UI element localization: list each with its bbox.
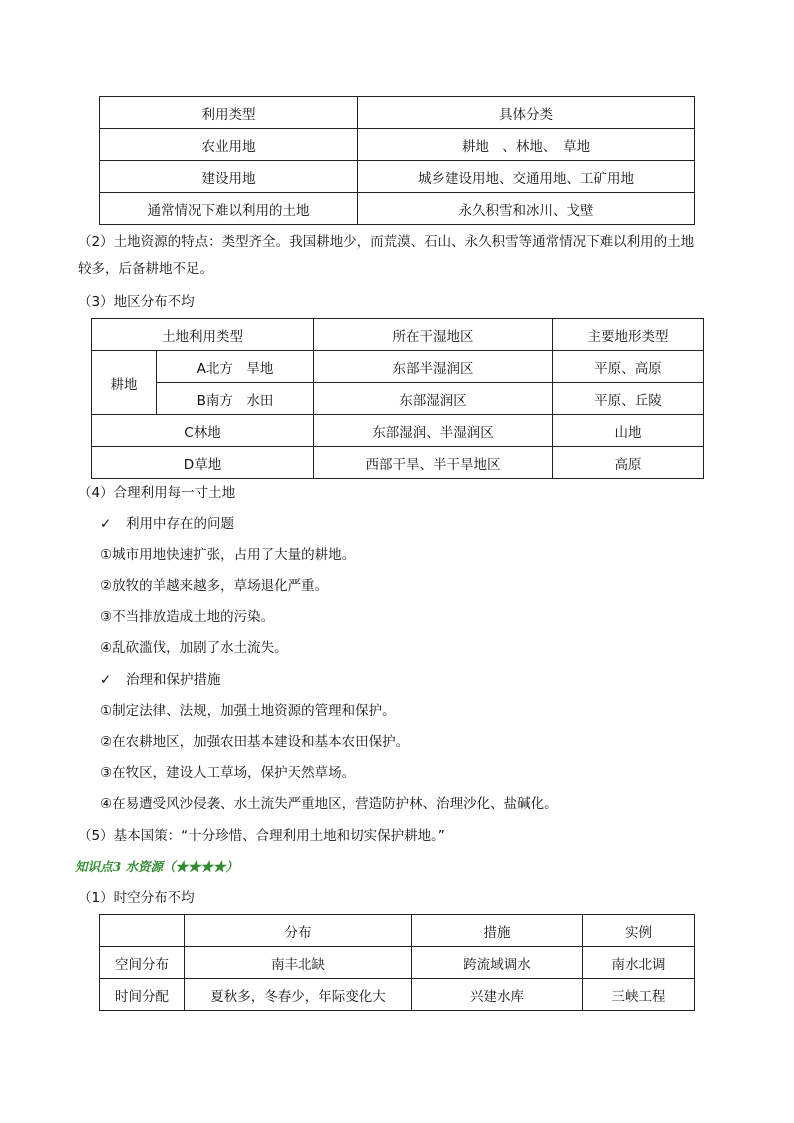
table-cell: 东部湿润区 [314,383,553,415]
table-row [100,129,695,161]
table-cell: 高原 [553,447,704,479]
list-item: ①城市用地快速扩张，占用了大量的耕地。 [100,547,356,563]
table-header-cell: 利用类型 [100,97,358,129]
table-cell: D草地 [92,447,314,479]
table-header-cell: 主要地形类型 [553,319,704,351]
table-cell: 西部干旱、半干旱地区 [314,447,553,479]
table-header-cell: 土地利用类型 [92,319,314,351]
table-row [92,351,704,383]
table-header-cell [100,915,185,947]
measures-checklist-title [100,665,221,696]
table-header-cell: 分布 [185,915,412,947]
table-row [100,979,695,1011]
table-cell: 南丰北缺 [185,947,412,979]
table-header-row [100,915,695,947]
table-cell: 耕地 、林地、 草地 [358,129,695,161]
table-cell: 时间分配 [100,979,185,1011]
regional-distribution-heading: （3）地区分布不均 [78,294,195,310]
problems-checklist-title [100,509,234,540]
land-resource-features-paragraph: （2）土地资源的特点：类型齐全。我国耕地少，而荒漠、石山、永久积雪等通常情况下难以利用的土地较多，后备耕地不足。 [78,234,695,277]
land-distribution-table [91,318,704,479]
table-header-row [92,319,704,351]
problems-title-text: 利用中存在的问题 [126,516,234,532]
table-cell-farmland: 耕地 [92,351,157,415]
table-header-row [100,97,695,129]
list-item: ②在农耕地区，加强农田基本建设和基本农田保护。 [100,734,410,750]
table-cell: 东部半湿润区 [314,351,553,383]
check-icon: ✓ [100,516,112,532]
table-cell: B南方 水田 [157,383,314,415]
table-header-cell: 实例 [583,915,695,947]
list-item: ④乱砍滥伐，加剧了水土流失。 [100,640,288,656]
table-cell: 空间分布 [100,947,185,979]
table-header-cell: 具体分类 [358,97,695,129]
table-header-cell: 措施 [412,915,583,947]
table-row [92,415,704,447]
water-distribution-table [99,914,695,1011]
table-cell: 东部湿润、半湿润区 [314,415,553,447]
table-row [100,161,695,193]
table-row [92,383,704,415]
table-header-cell: 所在干湿地区 [314,319,553,351]
table-cell: 通常情况下难以利用的土地 [100,193,358,225]
list-item: ④在易遭受风沙侵袭、水土流失严重地区，营造防护林、治理沙化、盐碱化。 [100,796,558,812]
table-row [100,947,695,979]
list-item: ②放牧的羊越来越多，草场退化严重。 [100,578,329,594]
table-cell: 平原、高原 [553,351,704,383]
table-row [92,447,704,479]
table-cell: A北方 旱地 [157,351,314,383]
list-item: ③不当排放造成土地的污染。 [100,609,275,625]
land-use-type-table [99,96,695,225]
list-item: ①制定法律、法规，加强土地资源的管理和保护。 [100,703,396,719]
basic-national-policy: （5）基本国策：“十分珍惜、合理利用土地和切实保护耕地。” [78,828,445,844]
table-cell: C林地 [92,415,314,447]
table-cell: 永久积雪和冰川、戈壁 [358,193,695,225]
table-row [100,193,695,225]
table-cell: 兴建水库 [412,979,583,1011]
rational-use-heading: （4）合理利用每一寸土地 [78,485,236,501]
table-cell: 建设用地 [100,161,358,193]
table-cell: 夏秋多，冬春少，年际变化大 [185,979,412,1011]
table-cell: 跨流域调水 [412,947,583,979]
water-distribution-heading: （1）时空分布不均 [78,890,195,906]
table-cell: 农业用地 [100,129,358,161]
table-cell: 平原、丘陵 [553,383,704,415]
table-cell: 城乡建设用地、交通用地、工矿用地 [358,161,695,193]
measures-title-text: 治理和保护措施 [126,672,221,688]
table-cell: 山地 [553,415,704,447]
table-cell: 三峡工程 [583,979,695,1011]
table-cell: 南水北调 [583,947,695,979]
check-icon: ✓ [100,672,112,688]
section-title-water-resources: 知识点3 水资源（★★★★） [75,859,239,874]
list-item: ③在牧区，建设人工草场，保护天然草场。 [100,765,356,781]
